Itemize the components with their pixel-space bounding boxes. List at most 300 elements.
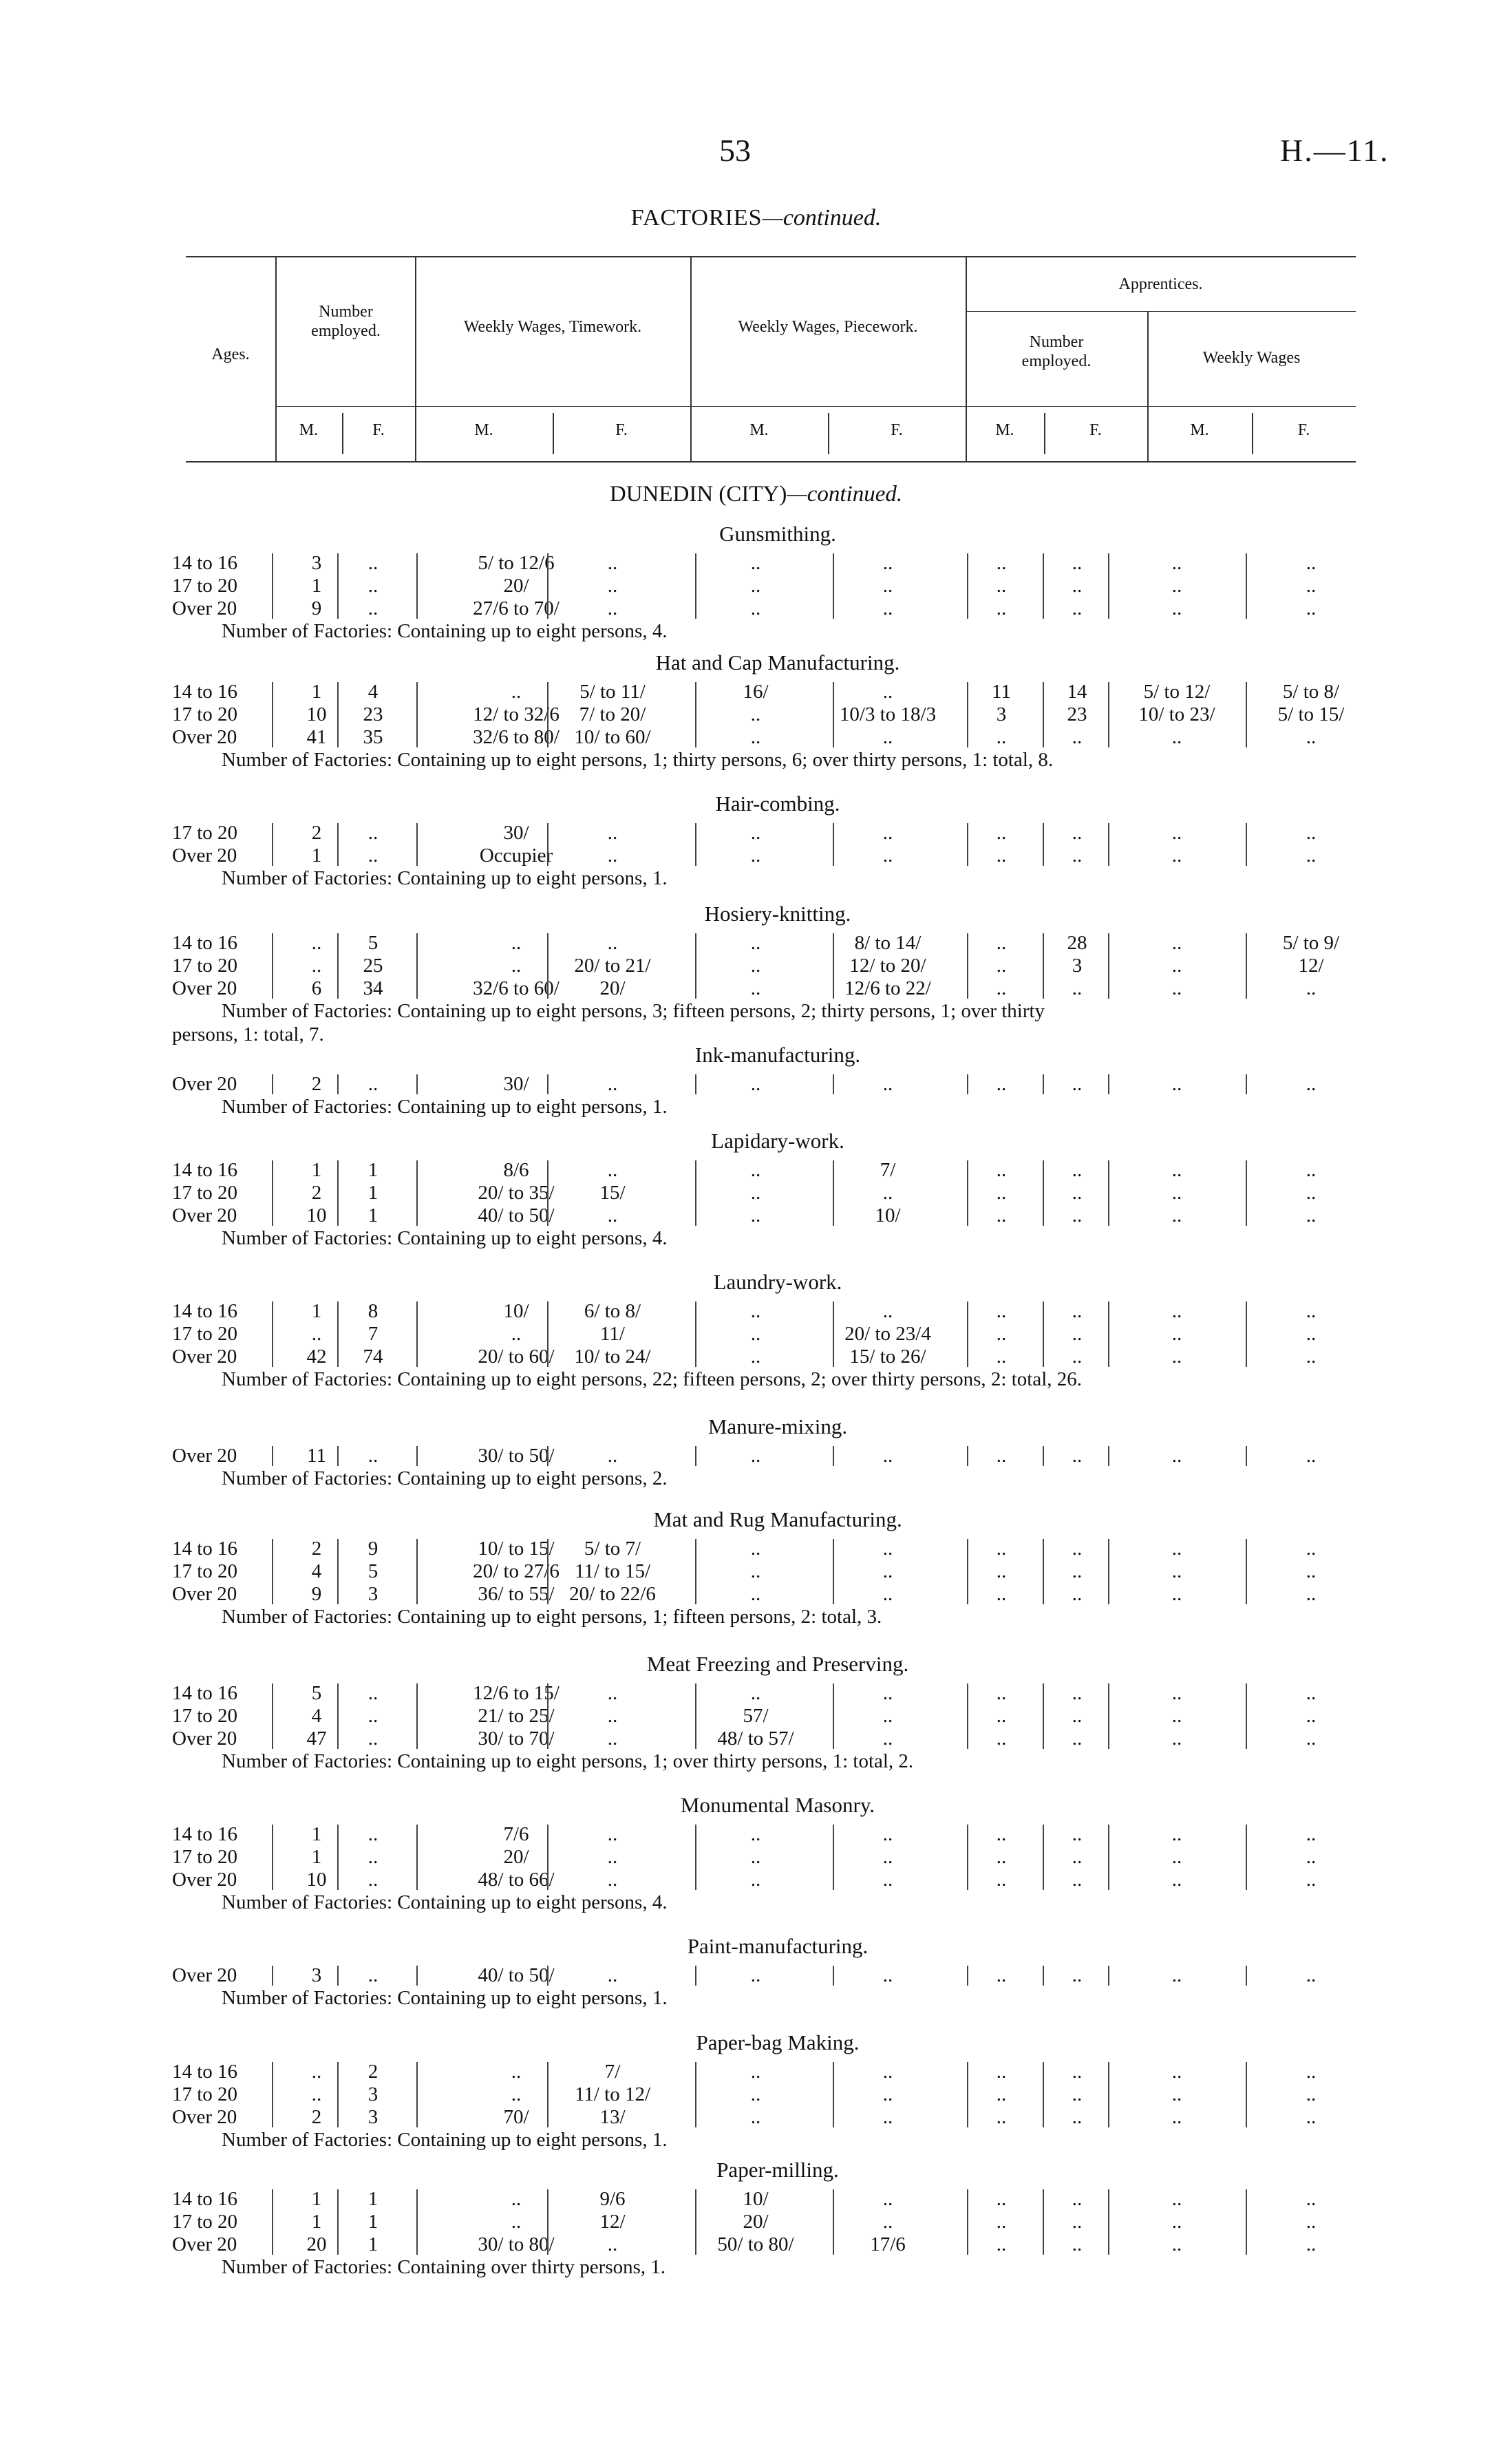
table-row — [172, 1445, 1383, 1467]
cell-f-employed: .. — [368, 552, 379, 574]
cell-f-timework: .. — [607, 597, 618, 619]
cell-f-timework: .. — [607, 822, 618, 844]
cell-m-timework: 30/ — [503, 822, 529, 844]
cell-app-m-employed: .. — [996, 2233, 1007, 2255]
column-rule — [1246, 1539, 1247, 1604]
column-rule — [416, 1539, 418, 1604]
column-rule — [695, 1074, 696, 1094]
column-rule — [967, 2189, 968, 2255]
column-rule — [1043, 2062, 1044, 2127]
header-f: F. — [615, 421, 628, 439]
column-rule — [1108, 2062, 1109, 2127]
cell-m-employed: 4 — [311, 1560, 322, 1582]
cell-m-employed: 10 — [306, 1869, 327, 1891]
table-row — [172, 1705, 1383, 1727]
cell-app-m-employed: .. — [996, 1182, 1007, 1204]
cell-m-timework: 40/ to 50/ — [478, 1964, 555, 1986]
cell-app-m-employed: .. — [996, 1159, 1007, 1181]
cell-app-f-employed: .. — [1072, 1204, 1083, 1226]
cell-app-m-wages: .. — [1171, 977, 1182, 999]
cell-m-piecework: .. — [750, 1159, 761, 1181]
column-rule — [1108, 1683, 1109, 1749]
cell-m-employed: 41 — [306, 726, 327, 748]
cell-app-f-employed: .. — [1072, 1705, 1083, 1727]
cell-m-piecework: .. — [750, 844, 761, 867]
cell-app-m-wages: .. — [1171, 1728, 1182, 1750]
cell-m-timework: 32/6 to 60/ — [473, 977, 560, 999]
cell-app-f-employed: .. — [1072, 1323, 1083, 1345]
cell-f-employed: 1 — [368, 1204, 379, 1226]
cell-app-f-employed: .. — [1072, 2106, 1083, 2128]
cell-app-m-employed: .. — [996, 1682, 1007, 1704]
cell-f-timework: .. — [607, 1846, 618, 1868]
cell-app-f-wages: 12/ — [1298, 955, 1324, 977]
section-title: Hosiery-knitting. — [704, 902, 851, 926]
cell-app-f-wages: 5/ to 9/ — [1282, 932, 1340, 954]
cell-m-timework: 27/6 to 70/ — [473, 597, 560, 619]
cell-age: Over 20 — [172, 597, 237, 619]
column-rule — [1108, 823, 1109, 866]
factories-summary: Number of Factories: Containing up to eight persons, 1. — [222, 867, 668, 889]
table-row — [172, 575, 1383, 597]
cell-app-f-wages: .. — [1306, 1964, 1317, 1986]
cell-app-m-wages: .. — [1171, 1300, 1182, 1322]
cell-app-f-employed: .. — [1072, 1846, 1083, 1868]
cell-age: 17 to 20 — [172, 955, 238, 977]
cell-age: 17 to 20 — [172, 575, 238, 597]
column-rule — [833, 1446, 834, 1466]
cell-m-piecework: .. — [750, 1323, 761, 1345]
cell-age: 17 to 20 — [172, 2211, 238, 2233]
cell-f-piecework: 12/ to 20/ — [849, 955, 926, 977]
cell-app-f-employed: .. — [1072, 1583, 1083, 1605]
cell-app-f-employed: 28 — [1067, 932, 1087, 954]
cell-f-employed: .. — [368, 1073, 379, 1095]
table-row — [172, 1846, 1383, 1868]
cell-f-piecework: 15/ to 26/ — [849, 1346, 926, 1368]
column-rule — [337, 682, 339, 747]
cell-f-employed: .. — [368, 1728, 379, 1750]
cell-app-f-wages: .. — [1306, 1159, 1317, 1181]
cell-f-employed: 8 — [368, 1300, 379, 1322]
column-rule — [833, 553, 834, 619]
cell-app-f-wages: .. — [1306, 1869, 1317, 1891]
column-rule — [337, 1966, 339, 1986]
header-m: M. — [299, 421, 319, 439]
cell-f-piecework: 17/6 — [870, 2233, 906, 2255]
cell-app-f-wages: .. — [1306, 2233, 1317, 2255]
column-rule — [833, 1301, 834, 1367]
table-row — [172, 597, 1383, 619]
header-apprentices-weekly-wages: Weekly Wages — [1202, 349, 1301, 367]
cell-m-employed: 20 — [306, 2233, 327, 2255]
cell-age: 17 to 20 — [172, 1323, 238, 1345]
cell-app-m-wages: .. — [1171, 1964, 1182, 1986]
cell-f-piecework: .. — [882, 1964, 893, 1986]
section-title: Paper-milling. — [716, 2158, 839, 2182]
column-rule — [695, 682, 696, 747]
column-rule — [416, 2062, 418, 2127]
cell-app-m-wages: .. — [1171, 932, 1182, 954]
cell-app-m-employed: .. — [996, 1583, 1007, 1605]
cell-m-piecework: .. — [750, 1846, 761, 1868]
column-rule — [1246, 1301, 1247, 1367]
cell-app-m-employed: .. — [996, 552, 1007, 574]
table-row — [172, 977, 1383, 999]
cell-m-employed: .. — [311, 2083, 322, 2105]
cell-app-m-employed: .. — [996, 932, 1007, 954]
table-row — [172, 1583, 1383, 1605]
cell-app-m-wages: .. — [1171, 1682, 1182, 1704]
cell-m-employed: .. — [311, 2061, 322, 2083]
cell-age: 17 to 20 — [172, 822, 238, 844]
cell-f-piecework: 8/ to 14/ — [854, 932, 922, 954]
cell-app-m-employed: .. — [996, 1323, 1007, 1345]
cell-f-piecework: 10/3 to 18/3 — [839, 703, 937, 725]
cell-m-piecework: .. — [750, 955, 761, 977]
cell-f-employed: 2 — [368, 2061, 379, 2083]
column-rule — [1043, 553, 1044, 619]
cell-app-f-wages: .. — [1306, 1073, 1317, 1095]
cell-app-f-wages: .. — [1306, 1705, 1317, 1727]
cell-app-f-wages: .. — [1306, 822, 1317, 844]
table-row — [172, 822, 1383, 844]
cell-m-piecework: .. — [750, 552, 761, 574]
cell-m-timework: 7/6 — [503, 1823, 529, 1845]
cell-m-piecework: 20/ — [743, 2211, 769, 2233]
cell-m-piecework: .. — [750, 2106, 761, 2128]
table-row — [172, 1538, 1383, 1560]
cell-app-m-wages: .. — [1171, 955, 1182, 977]
column-rule — [416, 1160, 418, 1226]
cell-app-m-wages: 10/ to 23/ — [1138, 703, 1215, 725]
column-rule — [337, 1539, 339, 1604]
cell-app-f-wages: .. — [1306, 2106, 1317, 2128]
cell-app-m-employed: .. — [996, 1204, 1007, 1226]
cell-m-timework: 40/ to 50/ — [478, 1204, 555, 1226]
factories-summary: Number of Factories: Containing up to eight persons, 1. — [222, 1096, 668, 1118]
header-apprentices-number-employed: Number employed. — [1021, 333, 1092, 370]
column-rule — [695, 1301, 696, 1367]
table-row — [172, 1869, 1383, 1891]
cell-app-f-wages: .. — [1306, 1300, 1317, 1322]
cell-m-piecework: 48/ to 57/ — [717, 1728, 794, 1750]
cell-m-piecework: .. — [750, 1073, 761, 1095]
column-rule — [967, 682, 968, 747]
cell-app-m-employed: .. — [996, 1846, 1007, 1868]
cell-age: Over 20 — [172, 726, 237, 748]
column-rule — [695, 1825, 696, 1890]
column-rule — [1108, 1966, 1109, 1986]
cell-m-piecework: .. — [750, 932, 761, 954]
cell-app-f-employed: .. — [1072, 822, 1083, 844]
cell-m-piecework: .. — [750, 1869, 761, 1891]
column-rule — [416, 1074, 418, 1094]
cell-f-piecework: 12/6 to 22/ — [844, 977, 931, 999]
cell-f-timework: .. — [607, 844, 618, 867]
cell-m-piecework: .. — [750, 597, 761, 619]
column-rule — [272, 553, 273, 619]
section-title: Paper-bag Making. — [696, 2030, 860, 2054]
column-rule — [547, 1539, 549, 1604]
table-row — [172, 1560, 1383, 1582]
cell-m-employed: 2 — [311, 822, 322, 844]
column-rule — [547, 1825, 549, 1890]
column-rule — [833, 823, 834, 866]
column-rule — [547, 1966, 549, 1986]
cell-app-m-employed: .. — [996, 575, 1007, 597]
cell-m-employed: .. — [311, 932, 322, 954]
table-row — [172, 681, 1383, 703]
cell-f-timework: 9/6 — [599, 2188, 626, 2210]
column-rule — [272, 933, 273, 999]
cell-app-m-employed: .. — [996, 955, 1007, 977]
cell-f-timework: .. — [607, 1964, 618, 1986]
cell-f-employed: 5 — [368, 932, 379, 954]
table-row — [172, 1182, 1383, 1204]
cell-m-employed: 6 — [311, 977, 322, 999]
cell-app-f-wages: 5/ to 15/ — [1277, 703, 1345, 725]
cell-f-piecework: 7/ — [880, 1159, 896, 1181]
cell-m-timework: 32/6 to 80/ — [473, 726, 560, 748]
cell-app-f-wages: .. — [1306, 2061, 1317, 2083]
cell-age: 14 to 16 — [172, 2188, 238, 2210]
column-rule — [967, 1683, 968, 1749]
cell-m-timework: 21/ to 25/ — [478, 1705, 555, 1727]
cell-m-timework: 20/ to 35/ — [478, 1182, 555, 1204]
cell-app-f-wages: .. — [1306, 1445, 1317, 1467]
column-rule — [1246, 682, 1247, 747]
cell-app-f-employed: .. — [1072, 977, 1083, 999]
cell-app-f-employed: .. — [1072, 844, 1083, 867]
factories-summary: Number of Factories: Containing up to eight persons, 1; over thirty persons, 1: total, 2. — [222, 1750, 914, 1772]
table-row — [172, 1073, 1383, 1095]
cell-m-employed: 1 — [311, 2188, 322, 2210]
cell-f-timework: .. — [607, 1823, 618, 1845]
cell-f-employed: 1 — [368, 2211, 379, 2233]
cell-f-piecework: .. — [882, 552, 893, 574]
cell-f-timework: .. — [607, 1073, 618, 1095]
cell-app-f-wages: .. — [1306, 1846, 1317, 1868]
column-rule — [967, 1539, 968, 1604]
cell-f-timework: .. — [607, 932, 618, 954]
column-rule — [695, 553, 696, 619]
column-rule — [967, 1446, 968, 1466]
cell-f-piecework: .. — [882, 1728, 893, 1750]
cell-m-piecework: .. — [750, 1182, 761, 1204]
column-rule — [833, 1539, 834, 1604]
column-rule — [833, 1160, 834, 1226]
cell-m-piecework: 16/ — [743, 681, 769, 703]
cell-f-piecework: .. — [882, 1182, 893, 1204]
cell-f-piecework: .. — [882, 1300, 893, 1322]
column-rule — [967, 553, 968, 619]
column-rule — [547, 1074, 549, 1094]
cell-app-f-employed: .. — [1072, 552, 1083, 574]
cell-f-piecework: .. — [882, 1583, 893, 1605]
cell-app-m-employed: .. — [996, 726, 1007, 748]
cell-age: 17 to 20 — [172, 1705, 238, 1727]
cell-age: Over 20 — [172, 1073, 237, 1095]
cell-app-m-wages: .. — [1171, 1182, 1182, 1204]
column-rule — [272, 1301, 273, 1367]
cell-m-employed: 2 — [311, 1538, 322, 1560]
column-rule — [272, 823, 273, 866]
cell-m-timework: .. — [511, 681, 522, 703]
cell-f-timework: 5/ to 7/ — [584, 1538, 641, 1560]
cell-app-m-employed: .. — [996, 2211, 1007, 2233]
column-rule — [695, 933, 696, 999]
cell-app-m-wages: .. — [1171, 1445, 1182, 1467]
cell-m-piecework: .. — [750, 2083, 761, 2105]
cell-age: Over 20 — [172, 2233, 237, 2255]
cell-app-m-employed: .. — [996, 1560, 1007, 1582]
table-row — [172, 1728, 1383, 1750]
cell-m-piecework: .. — [750, 575, 761, 597]
cell-age: 14 to 16 — [172, 1300, 238, 1322]
cell-age: Over 20 — [172, 1964, 237, 1986]
cell-m-timework: .. — [511, 2083, 522, 2105]
cell-m-piecework: .. — [750, 1964, 761, 1986]
cell-age: Over 20 — [172, 1445, 237, 1467]
column-rule — [967, 1074, 968, 1094]
cell-app-m-wages: 5/ to 12/ — [1143, 681, 1211, 703]
cell-app-m-wages: .. — [1171, 1346, 1182, 1368]
cell-app-m-employed: 11 — [992, 681, 1011, 703]
cell-f-piecework: .. — [882, 2106, 893, 2128]
column-rule — [695, 1446, 696, 1466]
table-row — [172, 844, 1383, 867]
cell-f-timework: 20/ to 21/ — [574, 955, 651, 977]
column-rule — [337, 553, 339, 619]
cell-m-timework: 12/6 to 15/ — [473, 1682, 560, 1704]
column-rule — [1043, 1966, 1044, 1986]
cell-f-piecework: .. — [882, 1869, 893, 1891]
cell-f-timework: 6/ to 8/ — [584, 1300, 641, 1322]
section-title: Ink-manufacturing. — [694, 1043, 861, 1067]
factories-summary: Number of Factories: Containing up to eight persons, 2. — [222, 1467, 668, 1489]
factories-summary: Number of Factories: Containing up to eight persons, 1; thirty persons, 6; over thirty persons, 1: total, 8. — [222, 749, 1054, 771]
column-rule — [416, 553, 418, 619]
cell-f-timework: 10/ to 60/ — [574, 726, 651, 748]
cell-age: Over 20 — [172, 844, 237, 867]
column-rule — [272, 1539, 273, 1604]
cell-app-m-employed: .. — [996, 1705, 1007, 1727]
column-rule — [695, 1683, 696, 1749]
header-apprentices: Apprentices. — [1118, 275, 1203, 293]
cell-f-piecework: .. — [882, 822, 893, 844]
column-rule — [1043, 1160, 1044, 1226]
cell-m-piecework: .. — [750, 1538, 761, 1560]
cell-m-employed: 10 — [306, 1204, 327, 1226]
cell-app-f-wages: .. — [1306, 1583, 1317, 1605]
cell-app-m-employed: .. — [996, 2061, 1007, 2083]
cell-age: 14 to 16 — [172, 2061, 238, 2083]
cell-app-m-employed: .. — [996, 1445, 1007, 1467]
cell-age: Over 20 — [172, 2106, 237, 2128]
column-rule — [1246, 1966, 1247, 1986]
running-title — [0, 205, 1512, 231]
cell-f-piecework: .. — [882, 1538, 893, 1560]
column-rule — [547, 1160, 549, 1226]
cell-m-piecework: 57/ — [743, 1705, 769, 1727]
cell-m-employed: 1 — [311, 844, 322, 867]
cell-m-timework: 20/ to 27/6 — [473, 1560, 560, 1582]
column-rule — [1043, 1074, 1044, 1094]
cell-f-timework: 5/ to 11/ — [579, 681, 646, 703]
cell-m-employed: 1 — [311, 681, 322, 703]
cell-m-timework: 8/6 — [503, 1159, 529, 1181]
cell-app-m-wages: .. — [1171, 1538, 1182, 1560]
column-rule — [1246, 1446, 1247, 1466]
section-title: Laundry-work. — [713, 1270, 842, 1294]
cell-m-employed: 3 — [311, 1964, 322, 1986]
header-number-employed: Number employed. — [311, 303, 381, 340]
cell-f-piecework: .. — [882, 2188, 893, 2210]
table-row — [172, 2233, 1383, 2255]
header-f: F. — [891, 421, 903, 439]
cell-app-m-employed: .. — [996, 1538, 1007, 1560]
factories-summary: Number of Factories: Containing up to eight persons, 1; fifteen persons, 2: total, 3. — [222, 1606, 882, 1628]
cell-age: 14 to 16 — [172, 681, 238, 703]
cell-app-f-wages: .. — [1306, 1538, 1317, 1560]
cell-app-f-wages: .. — [1306, 844, 1317, 867]
cell-app-m-wages: .. — [1171, 1560, 1182, 1582]
cell-m-employed: 1 — [311, 1846, 322, 1868]
cell-f-employed: 1 — [368, 2188, 379, 2210]
cell-m-timework: 48/ to 66/ — [478, 1869, 555, 1891]
cell-f-piecework: .. — [882, 844, 893, 867]
cell-app-f-wages: .. — [1306, 1823, 1317, 1845]
table-header — [186, 256, 1356, 463]
cell-app-f-wages: .. — [1306, 575, 1317, 597]
cell-m-employed: 1 — [311, 1823, 322, 1845]
cell-age: 17 to 20 — [172, 1182, 238, 1204]
cell-app-f-employed: .. — [1072, 1182, 1083, 1204]
cell-f-employed: .. — [368, 1964, 379, 1986]
cell-app-f-wages: .. — [1306, 2083, 1317, 2105]
column-rule — [833, 1683, 834, 1749]
cell-f-employed: .. — [368, 575, 379, 597]
table-row — [172, 1964, 1383, 1986]
section-title: Meat Freezing and Preserving. — [646, 1652, 909, 1676]
cell-app-m-employed: .. — [996, 844, 1007, 867]
header-m: M. — [1190, 421, 1209, 439]
cell-age: Over 20 — [172, 1204, 237, 1226]
column-rule — [967, 1160, 968, 1226]
cell-f-employed: 1 — [368, 1182, 379, 1204]
cell-f-timework: 20/ — [599, 977, 626, 999]
cell-app-m-wages: .. — [1171, 2188, 1182, 2210]
column-rule — [337, 1446, 339, 1466]
table-row — [172, 2188, 1383, 2210]
column-rule — [416, 1301, 418, 1367]
cell-m-employed: 42 — [306, 1346, 327, 1368]
cell-m-piecework: 50/ to 80/ — [717, 2233, 794, 2255]
column-rule — [1246, 2189, 1247, 2255]
column-rule — [833, 933, 834, 999]
cell-app-f-wages: .. — [1306, 552, 1317, 574]
column-rule — [695, 2189, 696, 2255]
column-rule — [337, 1825, 339, 1890]
cell-m-employed: 5 — [311, 1682, 322, 1704]
cell-m-employed: 3 — [311, 552, 322, 574]
column-rule — [547, 2062, 549, 2127]
cell-m-piecework: .. — [750, 1823, 761, 1845]
cell-m-timework: 70/ — [503, 2106, 529, 2128]
cell-app-f-employed: .. — [1072, 1538, 1083, 1560]
cell-f-employed: 35 — [363, 726, 383, 748]
